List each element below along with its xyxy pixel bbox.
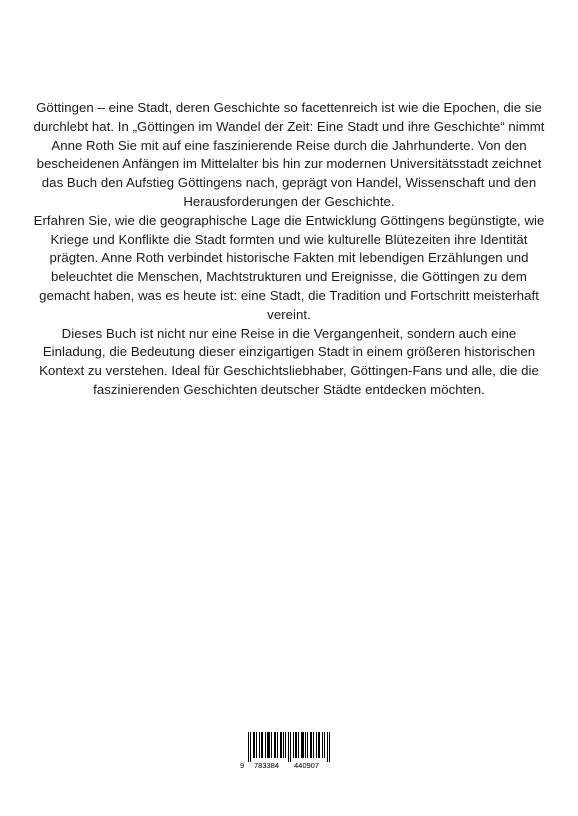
blurb-paragraph-1: Göttingen – eine Stadt, deren Geschichte so facettenreich ist wie die Epochen, die sie durchlebt hat. In „Göttingen im Wandel der Zeit: Eine Stadt und ihre Geschichte“ nimmt Anne Roth Sie mit auf eine faszinierende Reise durch die Jahrhunderte. Von den bescheidenen Anfängen im Mittelalter bis hin zur modernen Universitätsstadt zeichnet das Buch den Aufstieg Göttingens nach, geprägt von Handel, Wissenschaft und den Herausforderungen der Geschichte. [33, 100, 545, 209]
barcode-digits [240, 761, 336, 771]
barcode-digit-first: 9 [240, 761, 245, 770]
blurb-paragraph-2: Erfahren Sie, wie die geographische Lage die Entwicklung Göttingens begünstigte, wie Kriege und Konflikte die Stadt formten und wie kulturelle Blütezeiten ihre Identität prägten. Anne Roth verbindet historische Fakten mit lebendigen Erzählungen und beleuchtet die Menschen, Machtstrukturen und Ereignisse, die Göttingen zu dem gemacht haben, was es heute ist: eine Stadt, die Tradition und Fortschritt meisterhaft vereint. [33, 212, 545, 322]
barcode-digits-right: 440907 [294, 761, 320, 770]
blurb-paragraph-3: Dieses Buch ist nicht nur eine Reise in die Vergangenheit, sondern auch eine Einladung, die Bedeutung dieser einzigartigen Stadt in einem größeren historischen Kontext zu verstehen. Ideal für Geschichtsliebhaber, Göttingen-Fans und alle, die die faszinierenden Geschichten deutscher Städte entdecken möchten. [39, 325, 539, 397]
barcode-digits-left: 783384 [254, 761, 280, 770]
isbn-barcode [240, 732, 336, 772]
back-cover-blurb [30, 99, 548, 400]
barcode-bars-graphic [240, 732, 336, 762]
